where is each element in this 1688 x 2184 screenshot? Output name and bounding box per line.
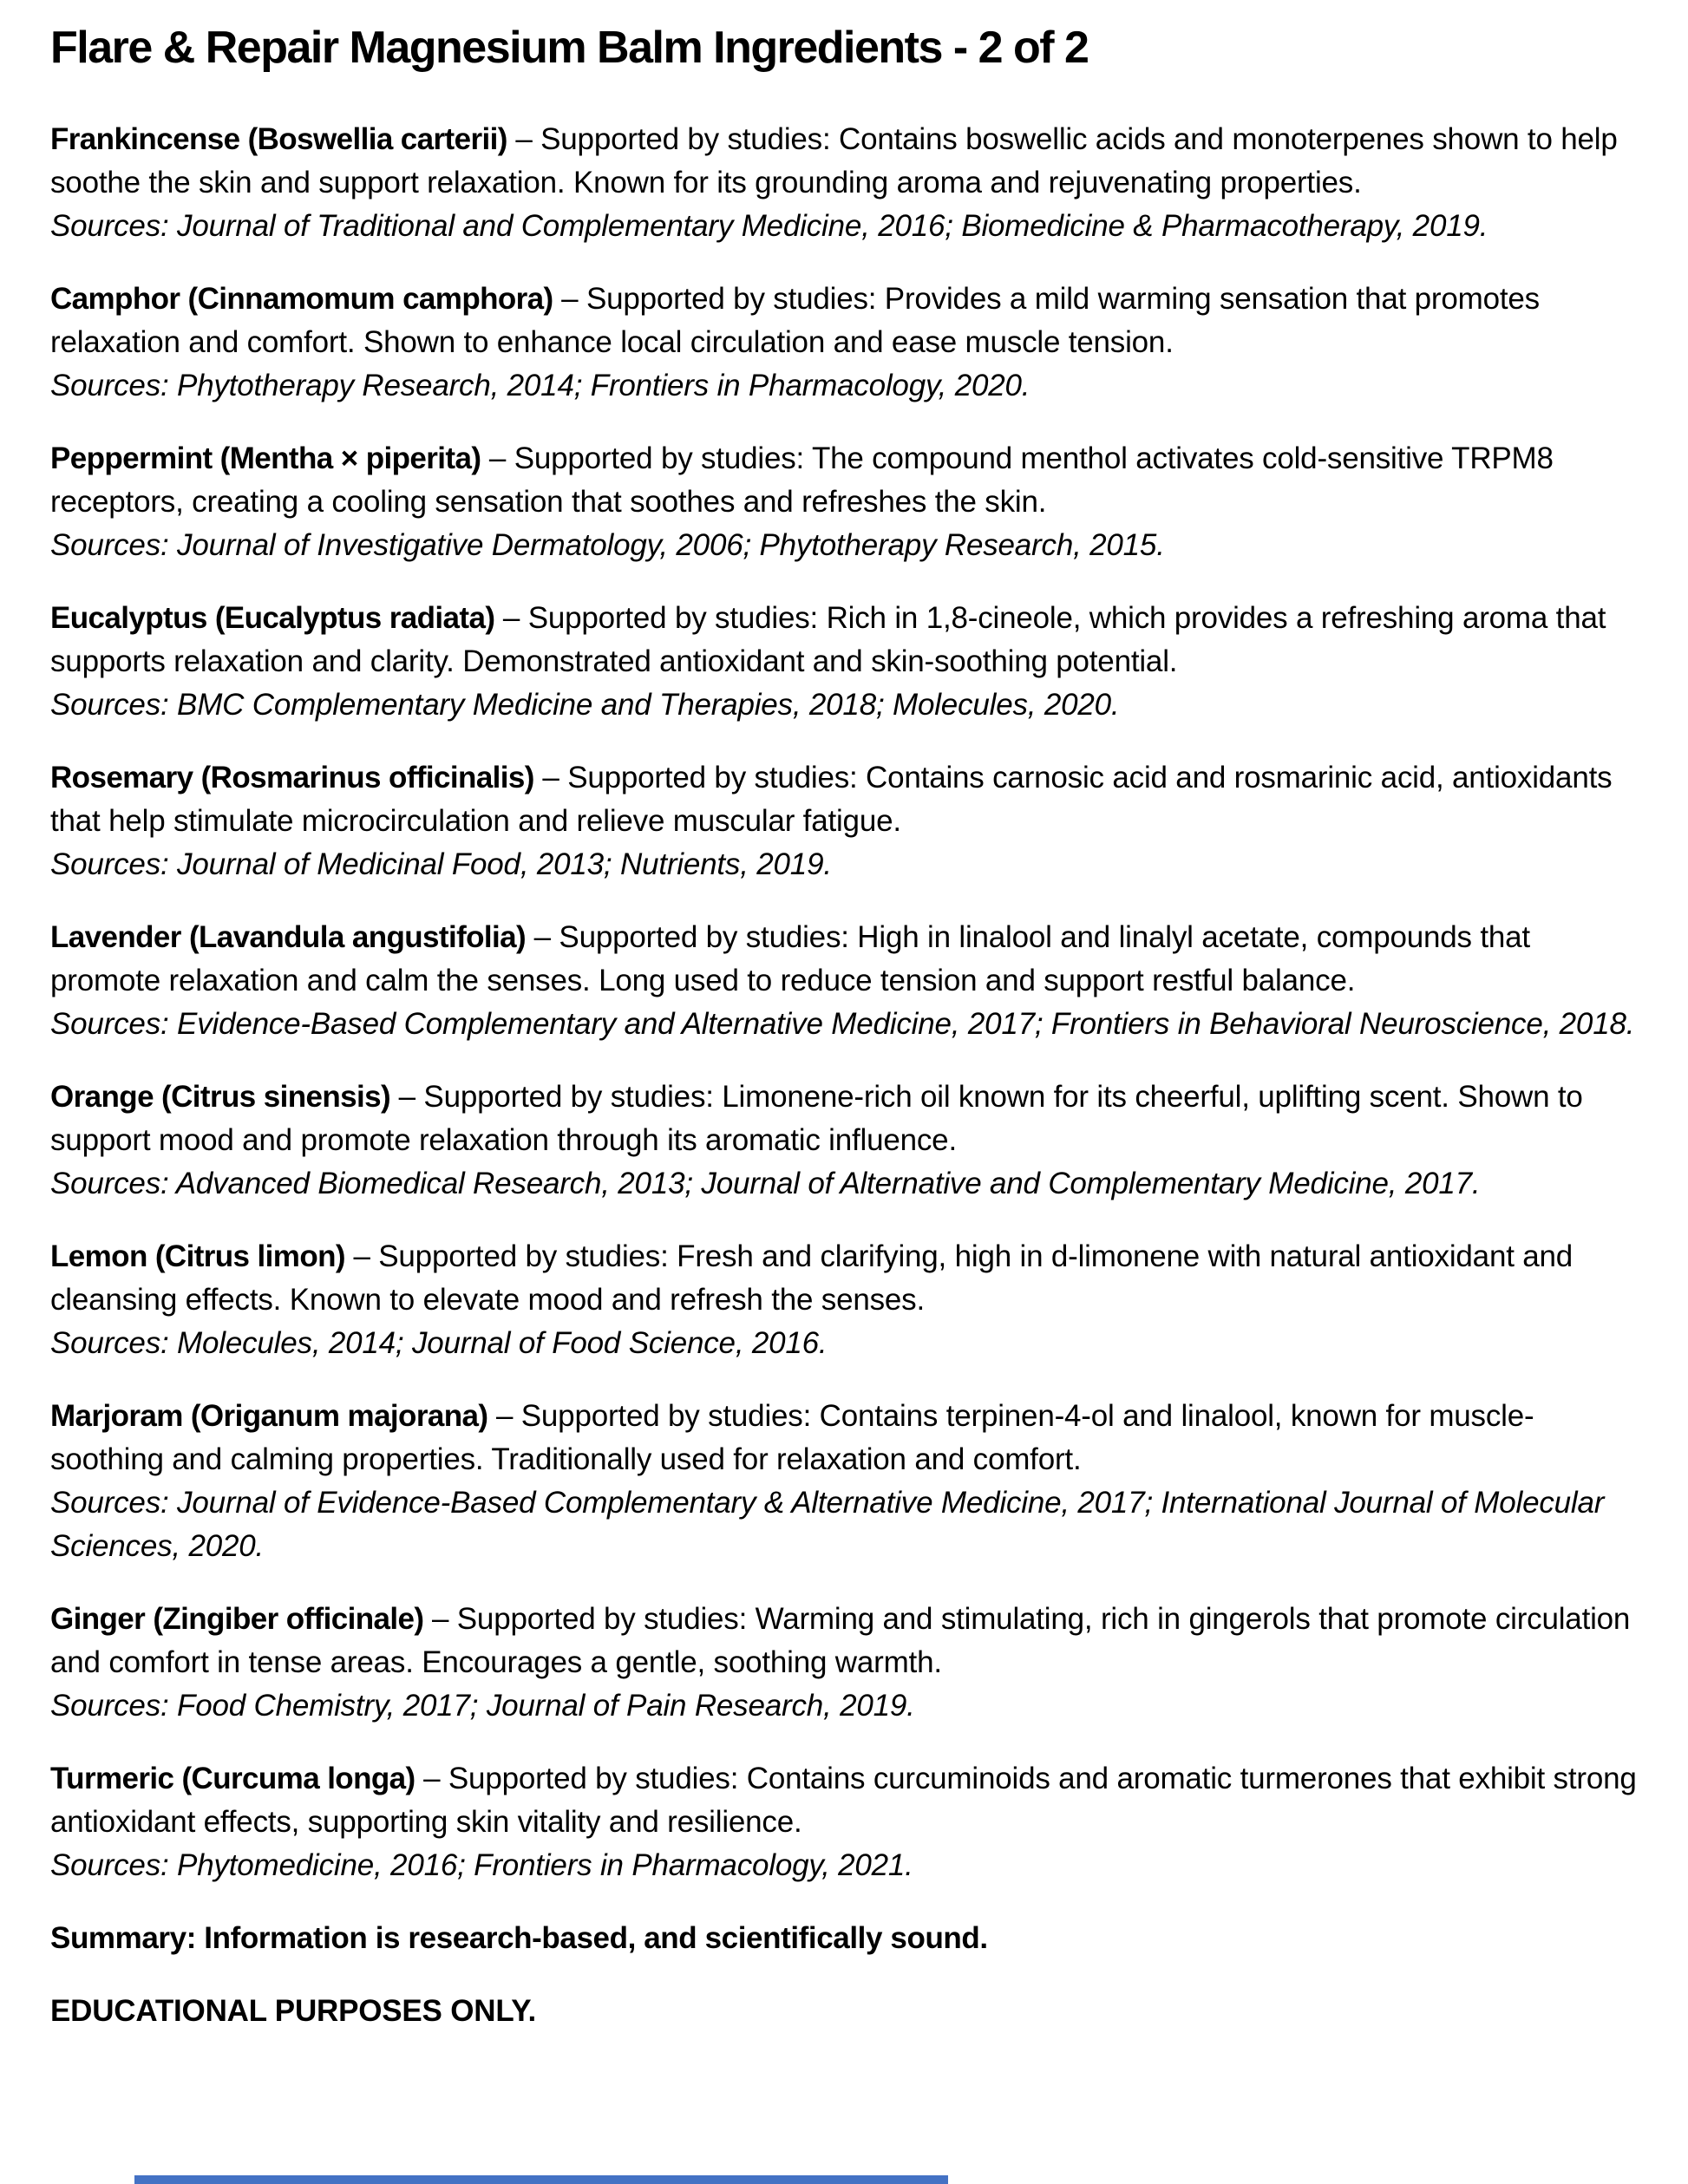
ingredient-paragraph-camphor	[50, 278, 1638, 408]
page-title: Flare & Repair Magnesium Balm Ingredients - 2 of 2	[50, 23, 1089, 73]
ingredient-description: Supported by studies: Warming and stimulating, rich in gingerols that promote circulation and comfort in tense areas. Encourages a gentle, soothing warmth.	[50, 1602, 1631, 1679]
ingredient-name: Orange (Citrus sinensis)	[50, 1080, 391, 1114]
ingredient-sources: Sources: Food Chemistry, 2017; Journal of Pain Research, 2019.	[50, 1689, 915, 1723]
ingredient-description: Supported by studies: Provides a mild warming sensation that promotes relaxation and comfort. Shown to enhance local circulation and ease muscle tension.	[50, 282, 1540, 359]
bottom-accent-bar	[134, 2175, 948, 2184]
ingredient-paragraph-lemon	[50, 1235, 1638, 1365]
ingredient-sources: Sources: BMC Complementary Medicine and Therapies, 2018; Molecules, 2020.	[50, 688, 1120, 722]
ingredient-paragraph-orange	[50, 1076, 1638, 1206]
dash-separator: –	[515, 122, 533, 156]
ingredient-paragraph-marjoram	[50, 1395, 1638, 1568]
ingredient-sources: Sources: Journal of Evidence-Based Complementary & Alternative Medicine, 2017; International Journal of Molecular Sciences, 2020.	[50, 1486, 1605, 1563]
ingredient-description: Supported by studies: High in linalool and linalyl acetate, compounds that promote relaxation and calm the senses. Long used to reduce tension and support restful balance.	[50, 920, 1530, 997]
dash-separator: –	[353, 1239, 370, 1273]
ingredient-sources: Sources: Phytotherapy Research, 2014; Frontiers in Pharmacology, 2020.	[50, 369, 1030, 402]
ingredient-name: Peppermint (Mentha × piperita)	[50, 441, 481, 475]
ingredient-name: Ginger (Zingiber officinale)	[50, 1602, 424, 1636]
dash-separator: –	[488, 441, 507, 475]
dash-separator: –	[423, 1762, 441, 1795]
ingredient-sources: Sources: Molecules, 2014; Journal of Food Science, 2016.	[50, 1326, 828, 1360]
ingredient-name: Marjoram (Origanum majorana)	[50, 1399, 488, 1433]
ingredient-name: Lemon (Citrus limon)	[50, 1239, 345, 1273]
ingredient-paragraph-lavender	[50, 916, 1638, 1046]
ingredient-sources: Sources: Phytomedicine, 2016; Frontiers in Pharmacology, 2021.	[50, 1848, 913, 1882]
ingredient-description: Supported by studies: Contains boswellic acids and monoterpenes shown to help soothe the skin and support relaxation. Known for its grounding aroma and rejuvenating properties.	[50, 122, 1618, 199]
dash-separator: –	[495, 1399, 514, 1433]
dash-separator: –	[542, 761, 559, 794]
ingredient-paragraph-ginger	[50, 1598, 1638, 1728]
ingredient-paragraph-rosemary	[50, 756, 1638, 886]
ingredient-paragraph-turmeric	[50, 1757, 1638, 1887]
ingredient-description: Supported by studies: Limonene-rich oil known for its cheerful, uplifting scent. Shown to support mood and promote relaxation through its aromatic influence.	[50, 1080, 1583, 1157]
ingredient-description: Supported by studies: Rich in 1,8-cineole, which provides a refreshing aroma that supports relaxation and clarity. Demonstrated antioxidant and skin-soothing potential.	[50, 601, 1606, 678]
ingredient-description: Supported by studies: Contains curcuminoids and aromatic turmerones that exhibit strong antioxidant effects, supporting skin vitality and resilience.	[50, 1762, 1637, 1839]
ingredient-description: Supported by studies: Fresh and clarifying, high in d-limonene with natural antioxidant and cleansing effects. Known to elevate mood and refresh the senses.	[50, 1239, 1574, 1317]
summary-statement: Summary: Information is research-based, and scientifically sound.	[50, 1921, 988, 1955]
ingredient-description: Supported by studies: The compound menthol activates cold-sensitive TRPM8 receptors, creating a cooling sensation that soothes and refreshes the skin.	[50, 441, 1554, 519]
ingredient-sources: Sources: Evidence-Based Complementary and Alternative Medicine, 2017; Frontiers in Behavioral Neuroscience, 2018.	[50, 1007, 1635, 1041]
ingredient-name: Lavender (Lavandula angustifolia)	[50, 920, 527, 954]
ingredient-paragraph-eucalyptus	[50, 597, 1638, 727]
dash-separator: –	[398, 1080, 415, 1114]
ingredient-name: Rosemary (Rosmarinus officinalis)	[50, 761, 534, 794]
educational-disclaimer: EDUCATIONAL PURPOSES ONLY.	[50, 1994, 537, 2028]
ingredient-sources: Sources: Journal of Medicinal Food, 2013; Nutrients, 2019.	[50, 847, 832, 881]
ingredient-name: Eucalyptus (Eucalyptus radiata)	[50, 601, 495, 635]
ingredient-sources: Sources: Advanced Biomedical Research, 2013; Journal of Alternative and Complementary Medicine, 2017.	[50, 1167, 1481, 1200]
dash-separator: –	[561, 282, 579, 316]
ingredient-description: Supported by studies: Contains terpinen-4-ol and linalool, known for muscle-soothing and calming properties. Traditionally used for relaxation and comfort.	[50, 1399, 1534, 1476]
ingredient-name: Turmeric (Curcuma longa)	[50, 1762, 415, 1795]
dash-separator: –	[431, 1602, 449, 1636]
ingredient-name: Frankincense (Boswellia carterii)	[50, 122, 507, 156]
dash-separator: –	[533, 920, 551, 954]
dash-separator: –	[502, 601, 520, 635]
ingredient-description: Supported by studies: Contains carnosic acid and rosmarinic acid, antioxidants that help stimulate microcirculation and relieve muscular fatigue.	[50, 761, 1613, 838]
ingredient-name: Camphor (Cinnamomum camphora)	[50, 282, 553, 316]
ingredient-sources: Sources: Journal of Traditional and Complementary Medicine, 2016; Biomedicine & Pharmacotherapy, 2019.	[50, 209, 1488, 243]
ingredient-paragraph-peppermint	[50, 437, 1638, 567]
ingredient-paragraph-frankincense	[50, 118, 1638, 248]
ingredient-sources: Sources: Journal of Investigative Dermatology, 2006; Phytotherapy Research, 2015.	[50, 528, 1165, 562]
